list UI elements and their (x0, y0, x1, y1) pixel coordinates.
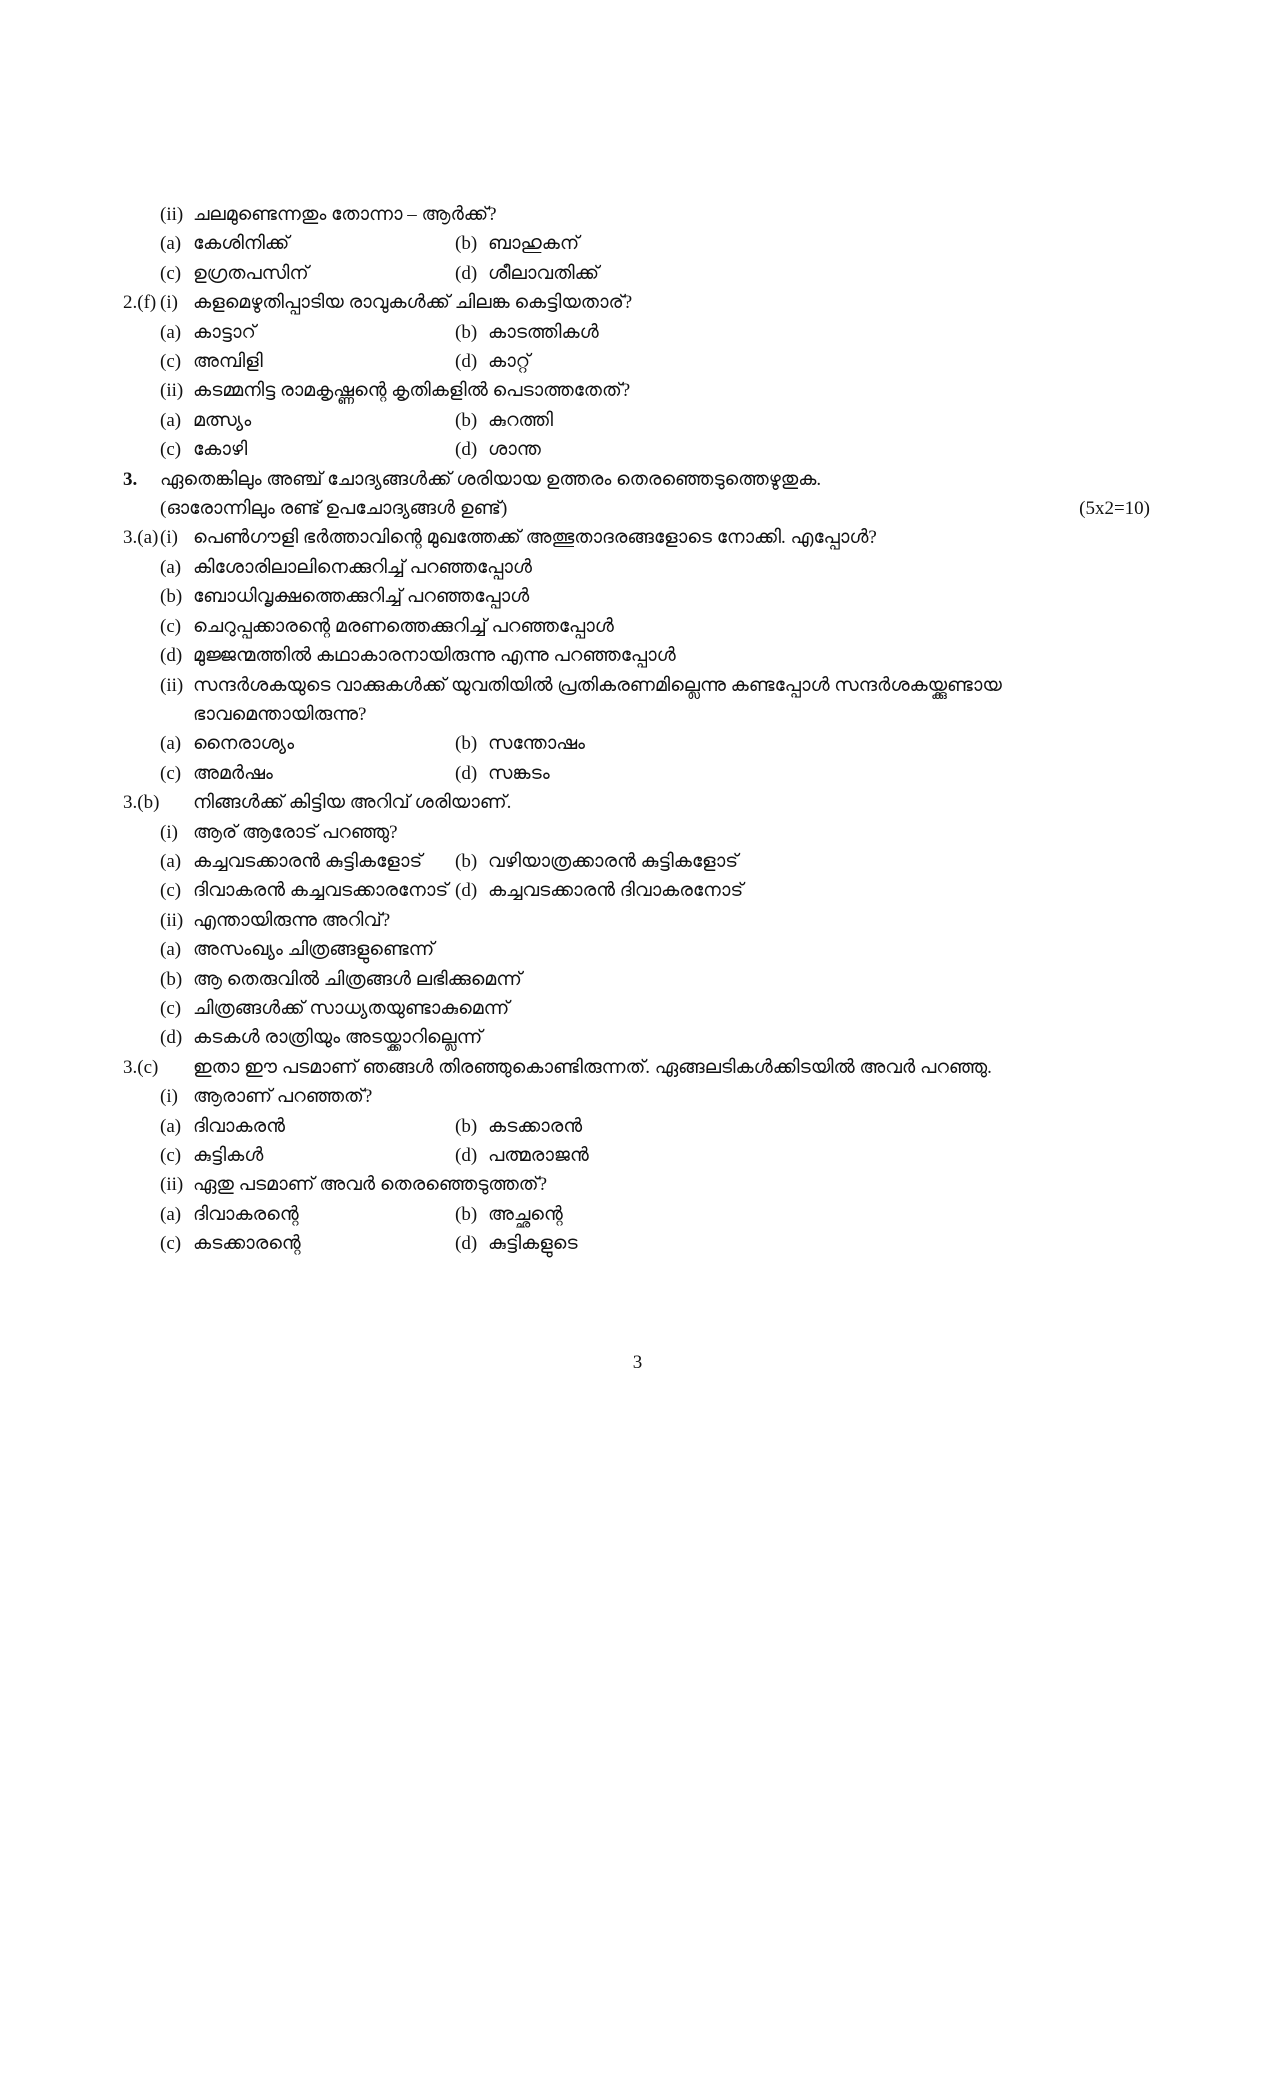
option-a (160, 1200, 455, 1229)
option-text: കച്ചവടക്കാരൻ ദിവാകരനോട് (488, 880, 744, 902)
options-row (123, 1112, 1150, 1141)
sub-question-marker: (i) (160, 821, 178, 843)
question-text: ആര് ആരോട് പറഞ്ഞു? (193, 821, 398, 843)
option-text: അസംഖ്യം ചിത്രങ്ങളുണ്ടെന്ന് (193, 939, 435, 961)
option-marker: (c) (160, 762, 182, 784)
option-marker: (b) (455, 233, 478, 255)
option-line (123, 582, 1150, 611)
option-marker: (b) (160, 586, 183, 608)
sub-question-line (123, 1170, 1150, 1199)
option-text: കുട്ടികളുടെ (488, 1233, 578, 1255)
option-text: ചെറുപ്പക്കാരന്റെ മരണത്തെക്കുറിച്ച് പറഞ്ഞപ്പോൾ (193, 615, 614, 637)
option-text: സന്തോഷം (488, 733, 586, 755)
sub-question-marker: (ii) (160, 1174, 184, 1196)
question-text: കളമെഴുതിപ്പാടിയ രാവുകൾക്ക് ചിലങ്ക കെട്ടിയതാര്? (193, 292, 633, 314)
option-text: ആ തെരുവിൽ ചിത്രങ്ങൾ ലഭിക്കുമെന്ന് (193, 968, 522, 990)
option-text: വഴിയാത്രക്കാരൻ കുട്ടികളോട് (488, 850, 739, 872)
question-text: പെൺഗൗളി ഭർത്താവിന്റെ മുഖത്തേക്ക് അത്ഭുതാദരങ്ങളോടെ നോക്കി. എപ്പോൾ? (193, 527, 877, 549)
question-number: 3.(a) (123, 527, 159, 549)
option-d (455, 759, 1150, 788)
option-b (455, 1112, 1150, 1141)
question-line (123, 1053, 1150, 1082)
option-marker: (a) (160, 1115, 182, 1137)
option-b (455, 229, 1150, 258)
sub-question-line (123, 906, 1150, 935)
option-marker: (d) (160, 645, 183, 667)
sub-question-line (123, 1082, 1150, 1111)
option-line (123, 1023, 1150, 1052)
option-marker: (d) (455, 880, 478, 902)
option-marker: (a) (160, 321, 182, 343)
option-b (455, 847, 1150, 876)
option-text: കോഴി (193, 439, 248, 461)
options-row (123, 318, 1150, 347)
option-d (455, 347, 1150, 376)
option-text: മത്സ്യം (193, 409, 252, 431)
options-row (123, 759, 1150, 788)
sub-question-line (123, 818, 1150, 847)
options-row (123, 876, 1150, 905)
question-text: ഇതാ ഈ പടമാണ് ഞങ്ങൾ തിരഞ്ഞുകൊണ്ടിരുന്നത്. ഏങ്ങലടികൾക്കിടയിൽ അവർ പറഞ്ഞു. (193, 1056, 992, 1078)
option-marker: (c) (160, 1233, 182, 1255)
option-marker: (d) (455, 762, 478, 784)
option-text: അമർഷം (193, 762, 273, 784)
question-line (123, 523, 1150, 552)
option-line (123, 612, 1150, 641)
option-marker: (b) (160, 968, 183, 990)
option-c (160, 1141, 455, 1170)
option-text: ബാഹുകന് (488, 233, 580, 255)
question-text: ഏതെങ്കിലും അഞ്ച് ചോദ്യങ്ങൾക്ക് ശരിയായ ഉത്തരം തെരഞ്ഞെടുത്തെഴുതുക. (160, 468, 822, 490)
option-marker: (b) (455, 850, 478, 872)
option-c (160, 435, 455, 464)
option-text: കാട്ടാറ് (193, 321, 256, 343)
instruction-text: (ഓരോന്നിലും രണ്ട് ഉപചോദ്യങ്ങൾ ഉണ്ട്) (160, 498, 508, 520)
option-marker: (d) (455, 351, 478, 373)
question-number: 2.(f) (123, 292, 157, 314)
option-line (123, 965, 1150, 994)
option-text: ഉഗ്രതപസിന് (193, 262, 309, 284)
question-text: സന്ദർശകയുടെ വാക്കുകൾക്ക് യുവതിയിൽ പ്രതികരണമില്ലെന്നു കണ്ടപ്പോൾ സന്ദർശകയ്ക്കുണ്ടായ ഭാവമെന്തായിരുന്നു? (193, 674, 1002, 725)
instruction-line (123, 494, 1150, 523)
option-text: ദിവാകരൻ കച്ചവടക്കാരനോട് (193, 880, 449, 902)
options-row (123, 847, 1150, 876)
option-d (455, 435, 1150, 464)
option-c (160, 1229, 455, 1258)
option-text: മുജ്ജന്മത്തിൽ കഥാകാരനായിരുന്നു എന്നു പറഞ്ഞപ്പോൾ (193, 645, 676, 667)
option-marker: (c) (160, 880, 182, 902)
sub-question-marker: (i) (160, 527, 178, 549)
option-marker: (d) (455, 439, 478, 461)
question-text: കടമ്മനിട്ട രാമകൃഷ്ണന്റെ കൃതികളിൽ പെടാത്തതേത്? (193, 380, 631, 402)
option-d (455, 1229, 1150, 1258)
question-number: 3. (123, 468, 138, 490)
option-marker: (a) (160, 409, 182, 431)
question-text: ആരാണ് പറഞ്ഞത്? (193, 1086, 373, 1108)
option-marker: (a) (160, 1203, 182, 1225)
option-c (160, 876, 455, 905)
option-text: ശീലാവതിക്ക് (488, 262, 599, 284)
option-text: കടകൾ രാത്രിയും അടയ്ക്കാറില്ലെന്ന് (193, 1027, 483, 1049)
option-marker: (a) (160, 850, 182, 872)
option-text: കിശോരിലാലിനെക്കുറിച്ച് പറഞ്ഞപ്പോൾ (193, 556, 532, 578)
option-line (123, 935, 1150, 964)
option-text: പത്മരാജൻ (488, 1145, 589, 1166)
option-text: സങ്കടം (488, 762, 550, 784)
sub-question-marker: (ii) (160, 909, 184, 931)
sub-question-line (123, 671, 1150, 730)
option-marker: (b) (455, 1115, 478, 1137)
option-marker: (c) (160, 262, 182, 284)
page-number: 3 (632, 1352, 643, 1373)
question-text: നിങ്ങൾക്ക് കിട്ടിയ അറിവ് ശരിയാണ്. (193, 792, 512, 814)
option-marker: (c) (160, 997, 182, 1019)
option-text: അമ്പിളി (193, 351, 263, 373)
option-text: കടക്കാരന്റെ (193, 1233, 301, 1255)
option-marker: (b) (455, 733, 478, 755)
option-text: നൈരാശ്യം (193, 733, 295, 755)
option-text: ശാന്ത (488, 439, 541, 461)
option-line (123, 994, 1150, 1023)
option-d (455, 876, 1150, 905)
question-line (123, 788, 1150, 817)
options-row (123, 347, 1150, 376)
options-row (123, 229, 1150, 258)
option-text: ദിവാകരൻ (193, 1115, 286, 1137)
option-a (160, 406, 455, 435)
options-row (123, 1141, 1150, 1170)
option-c (160, 259, 455, 288)
options-row (123, 406, 1150, 435)
option-marker: (d) (160, 1027, 183, 1049)
option-c (160, 347, 455, 376)
option-marker: (b) (455, 1203, 478, 1225)
option-marker: (a) (160, 233, 182, 255)
option-text: കുറത്തി (488, 409, 554, 431)
question-text: ഏതു പടമാണ് അവർ തെരഞ്ഞെടുത്തത്? (193, 1174, 548, 1196)
sub-question-line (123, 200, 1150, 229)
option-line (123, 641, 1150, 670)
option-b (455, 729, 1150, 758)
option-d (455, 259, 1150, 288)
question-text: എന്തായിരുന്നു അറിവ്? (193, 909, 391, 931)
option-a (160, 1112, 455, 1141)
option-a (160, 729, 455, 758)
page-content (123, 200, 1150, 1259)
option-marker: (c) (160, 351, 182, 373)
option-d (455, 1141, 1150, 1170)
sub-question-line (123, 376, 1150, 405)
question-line (123, 465, 1150, 494)
option-marker: (a) (160, 556, 182, 578)
option-marker: (c) (160, 439, 182, 461)
option-marker: (a) (160, 939, 182, 961)
option-text: ചിത്രങ്ങൾക്ക് സാധ്യതയുണ്ടാകുമെന്ന് (193, 997, 510, 1019)
option-text: കാടത്തികൾ (488, 321, 599, 343)
option-marker: (d) (455, 262, 478, 284)
question-line (123, 288, 1150, 317)
option-b (455, 406, 1150, 435)
sub-question-marker: (ii) (160, 674, 184, 696)
question-number: 3.(b) (123, 792, 160, 814)
option-text: കാറ്റ് (488, 351, 531, 373)
option-text: കേശിനിക്ക് (193, 233, 290, 255)
option-text: കച്ചവടക്കാരൻ കുട്ടികളോട് (193, 850, 423, 872)
option-marker: (d) (455, 1145, 478, 1166)
sub-question-marker: (ii) (160, 380, 184, 402)
option-marker: (b) (455, 409, 478, 431)
options-row (123, 435, 1150, 464)
option-marker: (b) (455, 321, 478, 343)
options-row (123, 259, 1150, 288)
question-text: ചലമുണ്ടെന്നതും തോന്നാ – ആർക്ക്? (193, 204, 497, 225)
option-text: ദിവാകരന്റെ (193, 1203, 299, 1225)
option-text: അച്ഛന്റെ (488, 1203, 563, 1225)
option-c (160, 759, 455, 788)
option-a (160, 318, 455, 347)
option-marker: (c) (160, 615, 182, 637)
marks-note: (5x2=10) (1079, 498, 1150, 520)
sub-question-marker: (ii) (160, 204, 184, 225)
option-text: കുട്ടികൾ (193, 1145, 264, 1166)
option-a (160, 229, 455, 258)
sub-question-marker: (i) (160, 292, 178, 314)
option-marker: (d) (455, 1233, 478, 1255)
option-line (123, 553, 1150, 582)
option-marker: (c) (160, 1145, 182, 1166)
options-row (123, 1200, 1150, 1229)
option-text: ബോധിവൃക്ഷത്തെക്കുറിച്ച് പറഞ്ഞപ്പോൾ (193, 586, 530, 608)
question-number: 3.(c) (123, 1056, 159, 1078)
options-row (123, 1229, 1150, 1258)
option-marker: (a) (160, 733, 182, 755)
option-a (160, 847, 455, 876)
options-row (123, 729, 1150, 758)
option-b (455, 318, 1150, 347)
sub-question-marker: (i) (160, 1086, 178, 1108)
option-text: കടക്കാരൻ (488, 1115, 583, 1137)
option-b (455, 1200, 1150, 1229)
